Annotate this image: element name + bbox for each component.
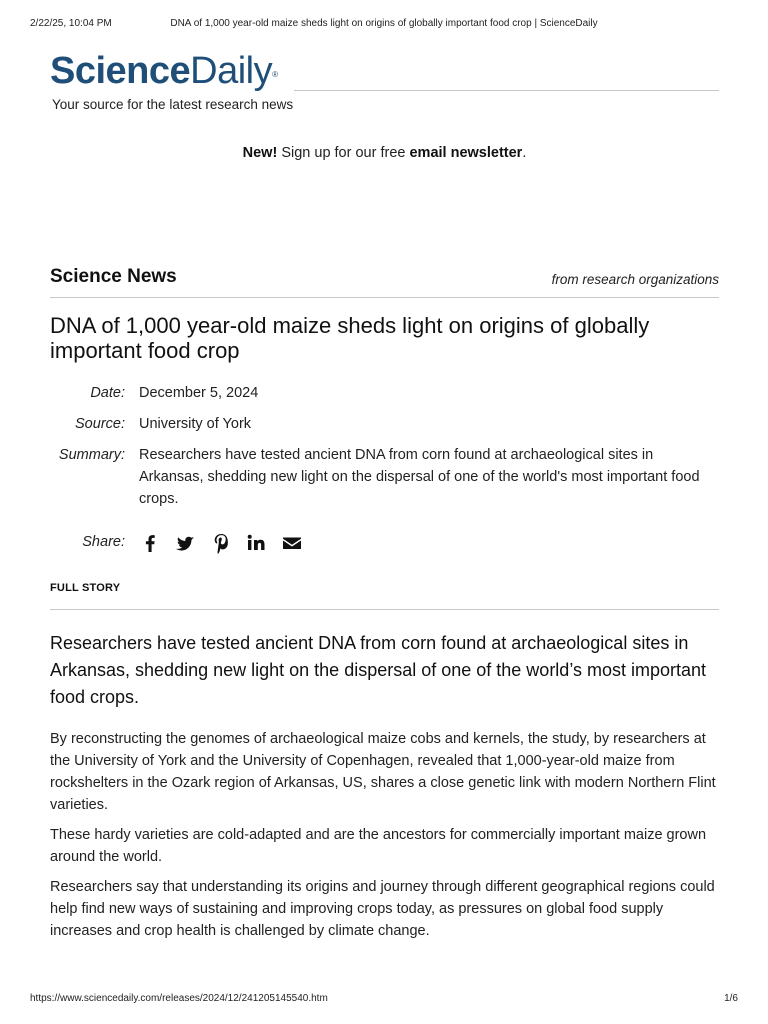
section-divider xyxy=(50,297,719,298)
meta-source-value: University of York xyxy=(139,416,252,432)
facebook-icon[interactable] xyxy=(139,531,161,555)
meta-date-row xyxy=(50,382,719,404)
article-paragraph: By reconstructing the genomes of archaeological maize cobs and kernels, the study, by researchers at the University of York and the University of Copenhagen, revealed that 1,000-year-old maize from rockshelters in the Ozark region of Arkansas, US, shares a close genetic link with modern Northern Flint varieties. xyxy=(50,731,716,813)
print-url[interactable]: https://www.sciencedaily.com/releases/2024/12/241205145540.htm xyxy=(30,993,328,1004)
section-title[interactable]: Science News xyxy=(50,266,177,287)
pinterest-icon[interactable] xyxy=(210,531,232,555)
full-story-label: FULL STORY xyxy=(50,582,121,594)
newsletter-new-label: New! xyxy=(242,145,278,161)
meta-source-row xyxy=(50,413,719,435)
article-meta xyxy=(50,382,719,519)
logo-daily: Daily xyxy=(190,50,273,92)
article-paragraph: Researchers say that understanding its origins and journey through different geographical regions could help find new ways of sustaining and improving crops today, as pressures on global food supply increases and crop health is challenged by climate change. xyxy=(50,879,715,939)
section-header xyxy=(50,266,719,296)
print-datetime: 2/22/25, 10:04 PM xyxy=(30,18,112,29)
site-tagline: Your source for the latest research news xyxy=(52,97,294,112)
print-page-number: 1/6 xyxy=(724,993,738,1004)
meta-source-label: Source: xyxy=(75,416,125,432)
share-row xyxy=(50,531,350,557)
logo-divider xyxy=(294,90,719,91)
newsletter-link[interactable]: email newsletter xyxy=(409,145,523,161)
email-icon[interactable] xyxy=(281,531,303,555)
full-story-divider xyxy=(50,609,719,610)
article-headline: DNA of 1,000 year-old maize sheds light on origins of globally important food crop xyxy=(50,313,650,363)
newsletter-text: Sign up for our free xyxy=(277,145,410,161)
meta-date-label: Date: xyxy=(90,385,125,401)
meta-summary-value: Researchers have tested ancient DNA from corn found at archaeological sites in Arkansas, shedding new light on the dispersal of one of the world's most important food crops. xyxy=(139,447,700,507)
article-body xyxy=(50,728,719,950)
registered-mark: ® xyxy=(272,70,278,79)
article-lede: Researchers have tested ancient DNA from corn found at archaeological sites in Arkansas, shedding new light on the dispersal of one of the world’s most important food crops. xyxy=(50,633,707,707)
section-subtitle: from research organizations xyxy=(551,272,719,287)
meta-summary-label: Summary: xyxy=(58,447,125,463)
share-label: Share: xyxy=(82,534,125,550)
logo-science: Science xyxy=(50,50,191,92)
newsletter-end: . xyxy=(522,145,527,161)
article-paragraph: These hardy varieties are cold-adapted and are the ancestors for commercially important maize grown around the world. xyxy=(50,827,707,865)
sciencedaily-logo[interactable] xyxy=(50,50,278,92)
share-icons xyxy=(139,531,312,555)
meta-summary-row xyxy=(50,444,719,510)
linkedin-icon[interactable] xyxy=(245,531,267,555)
newsletter-promo xyxy=(50,145,719,161)
print-document-title: DNA of 1,000 year-old maize sheds light on origins of globally important food crop | ScienceDaily xyxy=(170,18,598,29)
twitter-icon[interactable] xyxy=(174,531,196,555)
meta-date-value: December 5, 2024 xyxy=(139,385,259,401)
